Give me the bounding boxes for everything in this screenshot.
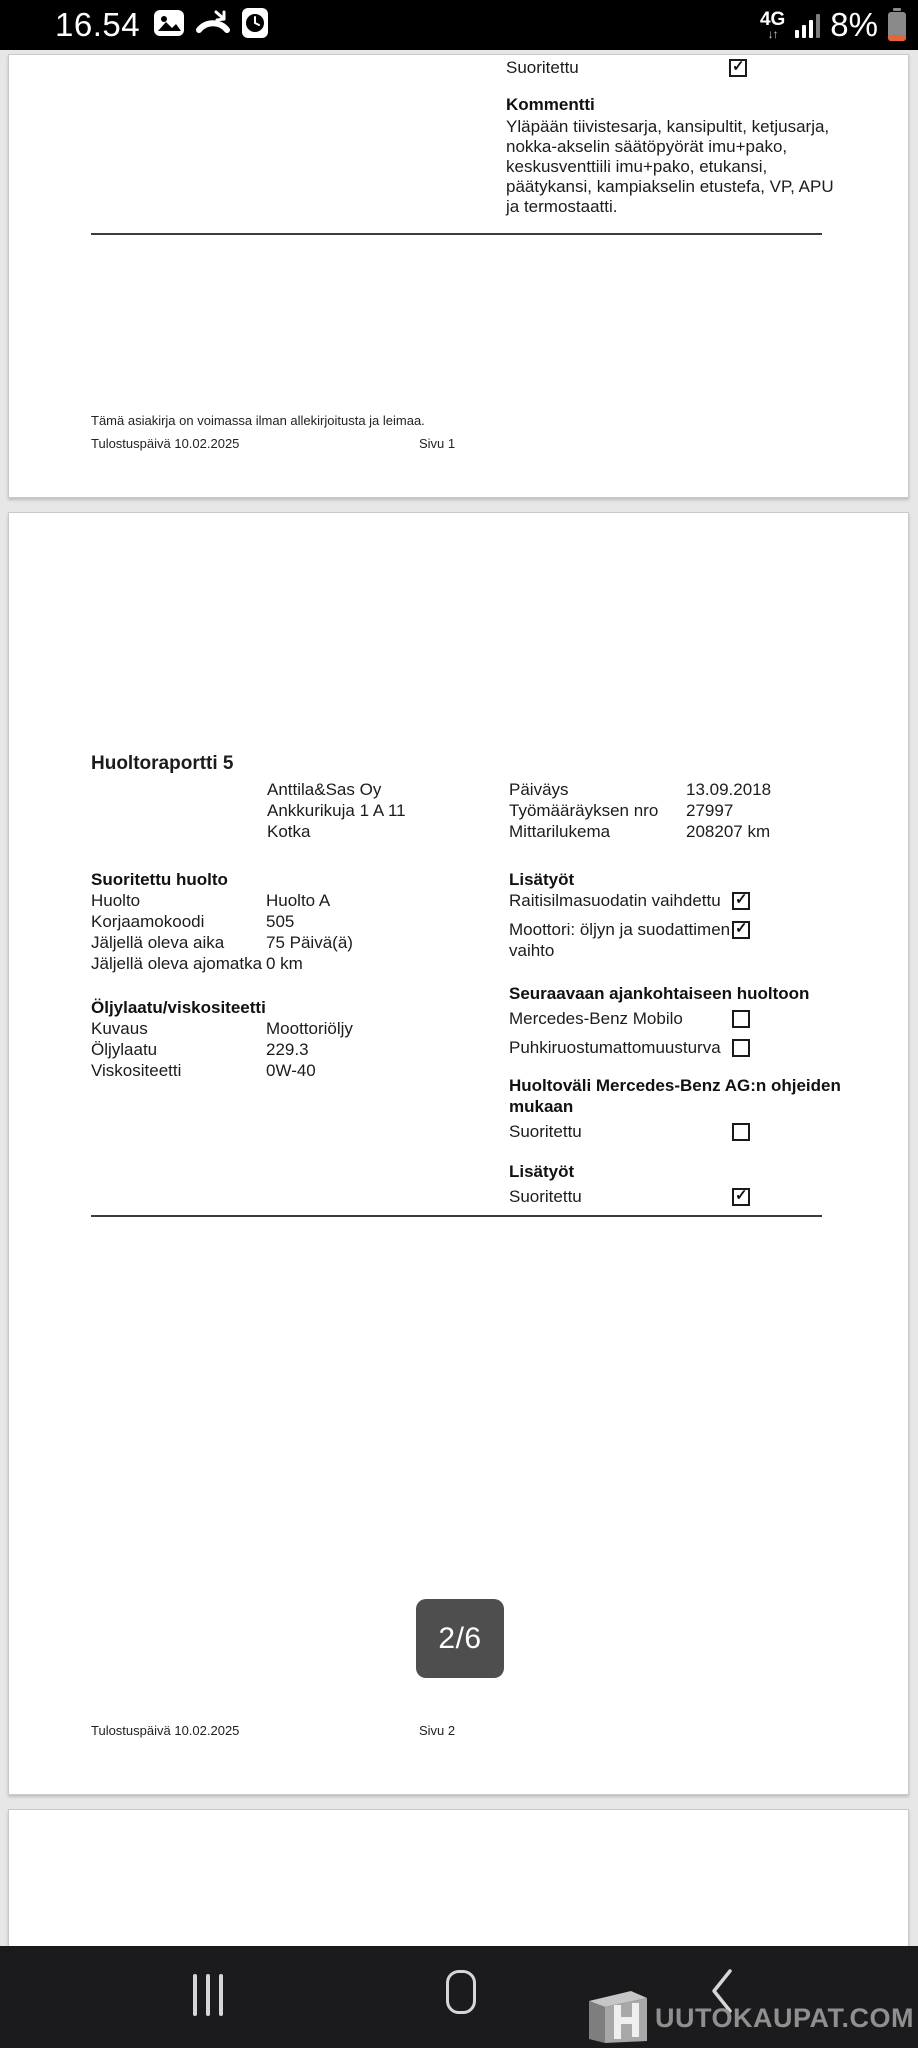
section-divider (91, 233, 822, 235)
checklist-item-label: Suoritettu (506, 58, 579, 77)
checklist-item: Mercedes-Benz Mobilo (509, 1008, 775, 1029)
clock-app-icon (242, 8, 268, 43)
huutokaupat-logo-icon (581, 1983, 659, 2048)
oil-quality-section: Öljylaatu/viskositeetti Kuvaus Moottoriöljy Öljylaatu 229.3 Viskositeetti 0W-40 (91, 998, 353, 1080)
checklist-item: Suoritettu (509, 1121, 775, 1142)
section-heading: Huoltoväli Mercedes-Benz AG:n ohjeiden (509, 1076, 841, 1095)
section-heading: Suoritettu huolto (91, 870, 228, 889)
navigation-bar (0, 1946, 918, 2048)
section-heading: Lisätyöt (509, 870, 575, 889)
checkbox (729, 59, 747, 77)
report-meta-block: Päiväys 13.09.2018 Työmääräyksen nro 27997 Mittarilukema 208207 km (509, 780, 772, 841)
section-heading: Lisätyöt (509, 1162, 575, 1181)
section-heading: Seuraavaan ajankohtaiseen huoltoon (509, 984, 810, 1003)
checklist-item: Suoritettu ✓ (509, 1186, 775, 1207)
watermark-text: UUTOKAUPAT.COM (655, 2003, 914, 2033)
meta-value: 27997 (686, 801, 734, 820)
checkbox (732, 921, 750, 939)
status-bar[interactable] (0, 0, 918, 50)
checkbox (732, 1188, 750, 1206)
checklist-item: Raitisilmasuodatin vaihdettu ✓ (509, 890, 775, 911)
battery-icon (888, 8, 906, 42)
huutokaupat-watermark (581, 1983, 914, 2048)
recents-button[interactable] (193, 1974, 223, 2016)
meta-value: 13.09.2018 (686, 780, 772, 799)
page-number-label: Sivu 2 (419, 1723, 456, 1738)
next-service-section (509, 983, 809, 1058)
page-position-badge: 2/6 (416, 1599, 504, 1678)
missed-call-icon (196, 10, 230, 41)
checklist-item (506, 57, 772, 78)
document-page-2 (8, 512, 909, 1795)
validity-note: Tämä asiakirja on voimassa ilman allekirjoitusta ja leimaa. (91, 413, 425, 428)
network-type-indicator: 4G ↓↑ (759, 9, 786, 41)
performed-service-section: Suoritettu huolto Huolto Huolto A Korjaamokoodi 505 Jäljellä oleva aika 75 Päivä(ä) Jäljellä oleva ajomatka 0 km (91, 870, 353, 973)
extras-section-2 (509, 1161, 775, 1207)
battery-percent-label: 8% (830, 6, 878, 43)
company-street: Ankkurikuja 1 A 11 (267, 801, 406, 820)
checklist-item: Puhkiruostumattomuusturva (509, 1037, 775, 1058)
section-heading: Öljylaatu/viskositeetti (91, 998, 266, 1017)
service-interval-section (509, 1075, 841, 1142)
document-page-1 (8, 54, 909, 498)
meta-value: 208207 km (686, 822, 771, 841)
print-date-label: Tulostuspäivä 10.02.2025 (91, 436, 240, 451)
company-city: Kotka (267, 822, 311, 841)
section-divider (91, 1215, 822, 1217)
page-number-label: Sivu 1 (419, 436, 456, 451)
signal-strength-icon (795, 12, 820, 38)
clock-time-label: 16.54 (55, 6, 141, 43)
home-button[interactable] (446, 1970, 476, 2014)
extras-section (509, 869, 775, 961)
checkbox (732, 892, 750, 910)
comment-heading: Kommentti (506, 95, 595, 114)
checkbox (732, 1039, 750, 1057)
print-date-label: Tulostuspäivä 10.02.2025 (91, 1723, 240, 1738)
comment-paragraph: Yläpään tiivistesarja, kansipultit, ketjusarja, nokka-akselin säätöpyörät imu+pako, keskusventtiili imu+pako, etukansi, päätykansi, kampiakselin etustefa, VP, APU ja termostaatti. (506, 117, 834, 216)
company-name: Anttila&Sas Oy (267, 780, 382, 799)
photo-notification-icon (154, 10, 184, 41)
section-heading-line2: mukaan (509, 1097, 574, 1116)
checkbox (732, 1010, 750, 1028)
checklist-item: Moottori: öljyn ja suodattimen vaihto ✓ (509, 919, 775, 961)
company-address-block (267, 779, 406, 842)
report-title: Huoltoraportti 5 (91, 753, 234, 774)
checkbox (732, 1123, 750, 1141)
document-page-3 (8, 1809, 909, 1969)
